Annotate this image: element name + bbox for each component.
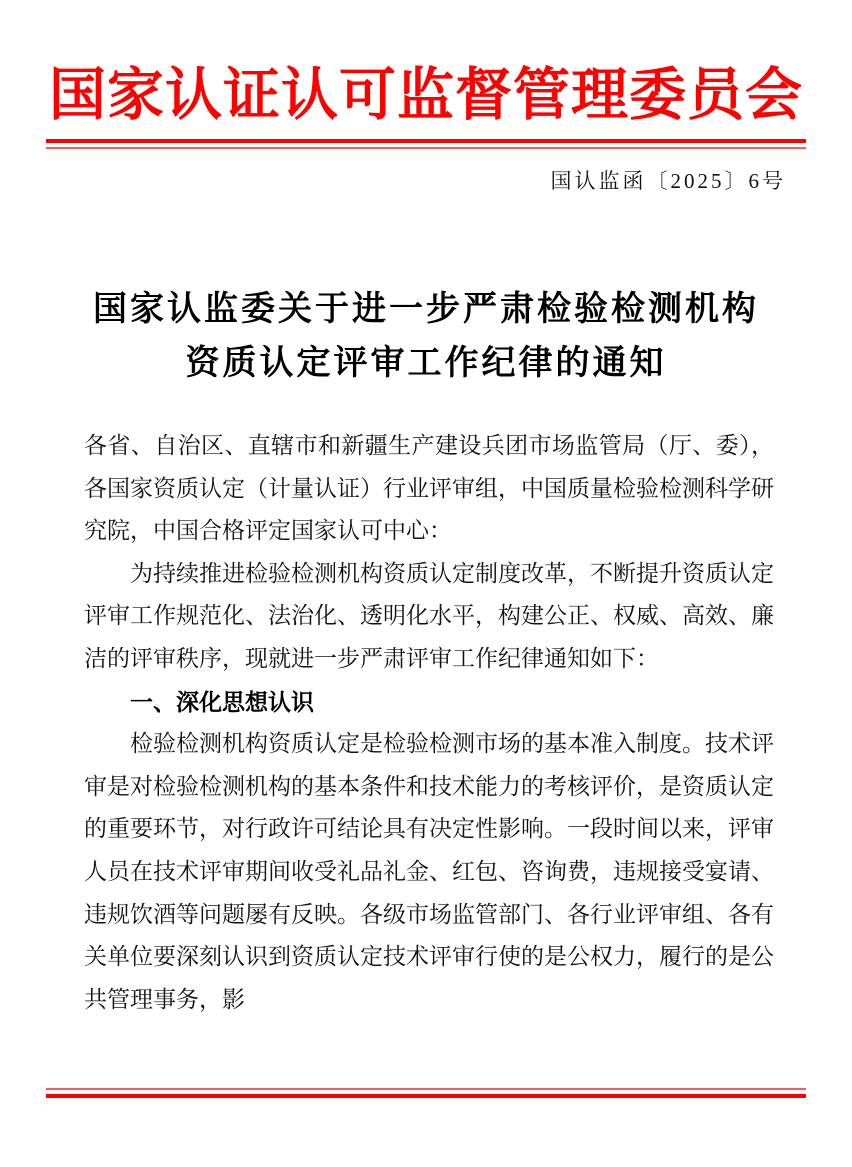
letterhead-divider-thick-line xyxy=(46,139,806,143)
section1-heading: 一、深化思想认识 xyxy=(130,688,314,715)
document-title-line1: 国家认监委关于进一步严肃检验检测机构 xyxy=(93,291,759,328)
document-body xyxy=(84,425,774,1021)
document-number: 国认监函〔2025〕6号 xyxy=(550,169,786,193)
letterhead-divider-thin-line xyxy=(46,147,806,149)
footer-divider xyxy=(46,1088,806,1098)
footer-divider-thick-line xyxy=(46,1094,806,1098)
letterhead-org-name: 国家认证认可监督管理委员会 xyxy=(49,64,803,127)
document-title-line2: 资质认定评审工作纪律的通知 xyxy=(185,345,667,382)
document-title xyxy=(0,283,852,391)
footer-divider-thin-line xyxy=(46,1088,806,1090)
letterhead-divider xyxy=(46,139,806,149)
section1-paragraph: 检验检测机构资质认定是检验检测市场的基本准入制度。技术评审是对检验检测机构的基本条件和技术能力的考核评价，是资质认定的重要环节，对行政许可结论具有决定性影响。一段时间以来，评审人员在技术评审期间收受礼品礼金、红包、咨询费，违规接受宴请、违规饮酒等问题屡有反映。各级市场监管部门、各行业评审组、各有关单位要深刻认识到资质认定技术评审行使的是公权力，履行的是公共管理事务，影 xyxy=(84,731,774,1012)
intro-paragraph: 为持续推进检验检测机构资质认定制度改革，不断提升资质认定评审工作规范化、法治化、透明化水平，构建公正、权威、高效、廉洁的评审秩序，现就进一步严肃评审工作纪律通知如下： xyxy=(84,560,774,671)
salutation: 各省、自治区、直辖市和新疆生产建设兵团市场监管局（厅、委），各国家资质认定（计量认证）行业评审组，中国质量检验检测科学研究院，中国合格评定国家认可中心： xyxy=(84,433,774,544)
